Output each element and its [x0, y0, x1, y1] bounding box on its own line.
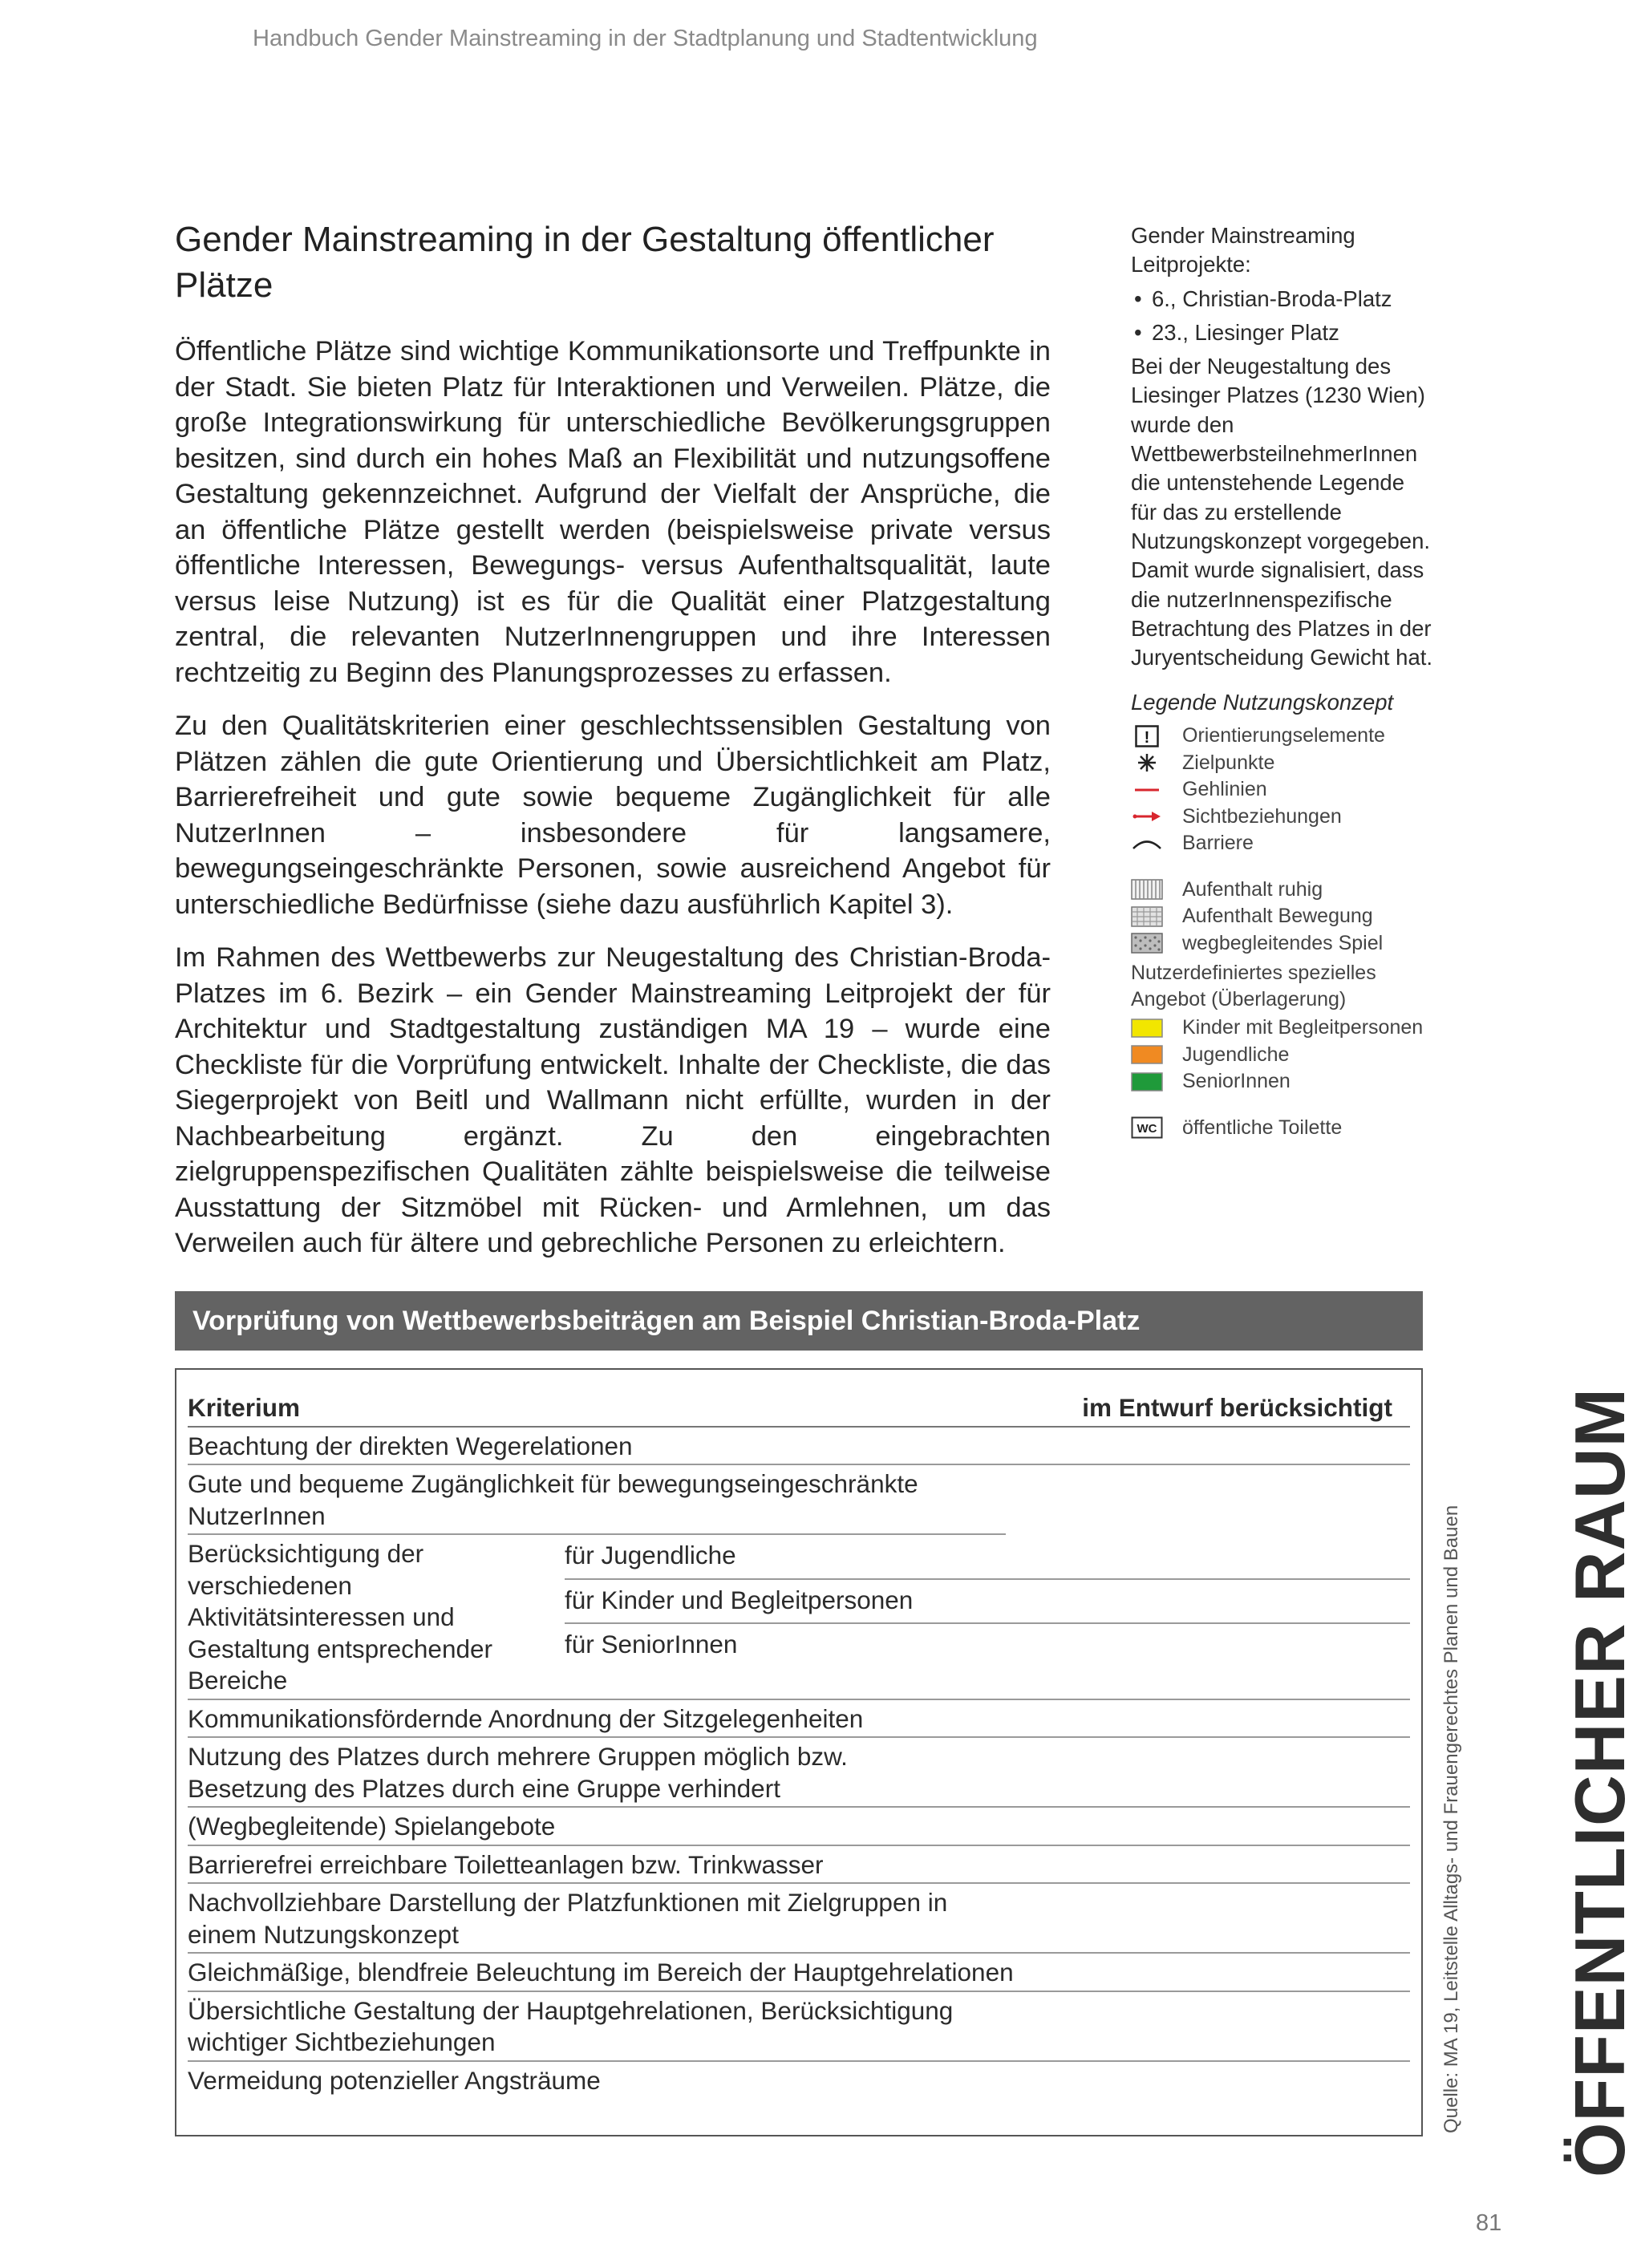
barrier-arc-icon	[1131, 832, 1163, 855]
legend-label: öffentliche Toilette	[1182, 1116, 1343, 1139]
red-arrow-icon	[1131, 805, 1163, 828]
table-row: Kommunikationsfördernde Anordnung der Sitzgelegenheiten	[188, 1700, 1410, 1739]
red-line-icon	[1131, 779, 1163, 801]
column-criterion: Kriterium	[188, 1393, 301, 1422]
vertical-hatch-icon	[1131, 878, 1163, 901]
exclamation-box-icon	[1131, 725, 1163, 747]
project-item-1: • 6., Christian-Broda-Platz	[1131, 285, 1436, 314]
overlay-heading: Nutzerdefiniertes spezielles Angebot (Überlagerung)	[1131, 961, 1376, 1010]
legend-item-toilet	[1131, 1114, 1436, 1141]
table-row: Beachtung der direkten Wegerelationen	[188, 1428, 1410, 1466]
column-considered: im Entwurf berücksichtigt	[1082, 1393, 1392, 1422]
legend-label: Orientierungselemente	[1182, 724, 1385, 747]
sidebar-heading: Gender Mainstreaming Leitprojekte:	[1131, 223, 1355, 277]
table-row: (Wegbegleitende) Spielangebote	[188, 1808, 1410, 1846]
legend-label: Barriere	[1182, 832, 1254, 855]
legend-item-orientation	[1131, 723, 1436, 750]
source-note: Quelle: MA 19, Leitstelle Alltags- und Frauengerechtes Planen und Bauen	[1440, 1505, 1462, 2133]
section-tab-title: ÖFFENTLICHER RAUM	[1560, 1387, 1639, 2177]
table-row: Barrierefrei erreichbare Toiletteanlagen bzw. Trinkwasser	[188, 1846, 1410, 1885]
legend-item-youth	[1131, 1041, 1436, 1068]
orange-swatch-icon	[1131, 1043, 1163, 1066]
legend-label: Gehlinien	[1182, 778, 1267, 801]
exclamation-glyph: !	[1144, 728, 1150, 747]
legend-item-barrier	[1131, 830, 1436, 857]
table-row: Gute und bequeme Zugänglichkeit für bewegungseingeschränkte NutzerInnen	[188, 1465, 1006, 1535]
table-row: Nachvollziehbare Darstellung der Platzfunktionen mit Zielgruppen in einem Nutzungskonzept	[188, 1884, 1410, 1954]
legend-label: Aufenthalt Bewegung	[1182, 905, 1373, 928]
legend-label: wegbegleitendes Spiel	[1182, 931, 1384, 954]
table-row-activity-interests	[188, 1535, 1410, 1700]
subrow-seniors: für SeniorInnen	[565, 1630, 738, 1658]
legend-label: Zielpunkte	[1182, 751, 1275, 774]
criteria-table	[175, 1368, 1423, 2136]
table-row: Vermeidung potenzieller Angsträume	[188, 2065, 601, 2095]
legend-title: Legende Nutzungskonzept	[1131, 690, 1394, 715]
legend-label: Sichtbeziehungen	[1182, 804, 1342, 828]
project-item-2: • 23., Liesinger Platz	[1131, 318, 1436, 347]
legend-item-play	[1131, 929, 1436, 957]
main-column	[175, 217, 1051, 1279]
table-title-bar: Vorprüfung von Wettbewerbsbeiträgen am Beispiel Christian-Broda-Platz	[175, 1291, 1423, 1351]
legend-item-seniors	[1131, 1068, 1436, 1096]
paragraph-1: Öffentliche Plätze sind wichtige Kommunikationsorte und Treffpunkte in der Stadt. Sie bieten Platz für Interaktionen und Verweilen. Plätze, die große Integrationswirkung für unterschiedliche Bevölkerungsgruppen besitzen, sind durch ein hohes Maß an Flexibilität und nutzungsoffene Gestaltung gekennzeichnet. Aufgrund der Vielfalt der Ansprüche, die an öffentliche Plätze gestellt werden (beispielsweise private versus öffentliche Interessen, Bewegungs- versus Aufenthaltsqualität, laute versus leise Nutzung) ist es für die Qualität einer Platzgestaltung zentral, die relevanten NutzerInnengruppen und ihre Interessen rechtzeitig zu Beginn des Planungsprozesses zu erfassen.	[175, 336, 1051, 688]
legend-label: Kinder mit Begleitpersonen	[1182, 1016, 1424, 1039]
subrow-children: für Kinder und Begleitpersonen	[565, 1580, 1410, 1625]
table-row: Gleichmäßige, blendfreie Beleuchtung im Bereich der Hauptgehrelationen	[188, 1954, 1410, 1992]
yellow-swatch-icon	[1131, 1017, 1163, 1039]
paragraph-3: Im Rahmen des Wettbewerbs zur Neugestaltung des Christian-Broda-Platzes im 6. Bezirk – ein Gender Mainstreaming Leitprojekt der für Architektur und Stadtgestaltung zuständigen MA 19 – wurde eine Checkliste für die Vorprüfung entwickelt. Inhalte der Checkliste, die das Siegerprojekt von Beitl und Wallmann nicht erfüllte, wurden in der Nachbearbeitung ergänzt. Zu den eingebrachten zielgruppenspezifischen Qualitäten zählte beispielsweise die teilweise Ausstattung der Sitzmöbel mit Rücken- und Armlehnen, um das Verweilen auch für ältere und gebrechliche Personen zu erleichtern.	[175, 942, 1051, 1258]
legend-label: Jugendliche	[1182, 1043, 1290, 1066]
running-header: Handbuch Gender Mainstreaming in der Stadtplanung und Stadtentwicklung	[253, 26, 1038, 51]
asterisk-icon	[1131, 751, 1163, 774]
sidebar-text: Bei der Neugestaltung des Liesinger Platzes (1230 Wien) wurde den WettbewerbsteilnehmerInnen die untenstehende Legende für das zu erstellende Nutzungskonzept vorgegeben. Damit wurde signalisiert, dass die nutzerInnenspezifische Betrachtung des Platzes in der Juryentscheidung Gewicht hat.	[1131, 354, 1433, 670]
legend-item-movement	[1131, 903, 1436, 930]
legend-item-target	[1131, 749, 1436, 776]
activity-subrows	[565, 1535, 1410, 1699]
table-header-row	[188, 1386, 1410, 1428]
page-number: 81	[1476, 2210, 1502, 2236]
activity-interests-label: Berücksichtigung der verschiedenen Aktivitätsinteressen und Gestaltung entsprechender Bereiche	[188, 1539, 492, 1695]
table-row: Nutzung des Platzes durch mehrere Gruppen möglich bzw. Besetzung des Platzes durch eine Gruppe verhindert	[188, 1738, 1410, 1808]
sidebar	[1131, 221, 1436, 1141]
subrow-youth: für Jugendliche	[565, 1535, 1410, 1580]
wc-glyph: WC	[1137, 1122, 1157, 1136]
legend-label: Aufenthalt ruhig	[1182, 877, 1323, 901]
green-swatch-icon	[1131, 1071, 1163, 1093]
legend-item-kids	[1131, 1015, 1436, 1042]
legend-label: SeniorInnen	[1182, 1070, 1291, 1093]
dot-pattern-icon	[1131, 932, 1163, 954]
table-row: Übersichtliche Gestaltung der Hauptgehrelationen, Berücksichtigung wichtiger Sichtbeziehungen	[188, 1992, 1410, 2062]
wc-icon	[1131, 1116, 1163, 1139]
legend-item-walklines	[1131, 776, 1436, 804]
legend-item-sightlines	[1131, 803, 1436, 830]
cross-hatch-icon	[1131, 905, 1163, 928]
section-heading: Gender Mainstreaming in der Gestaltung öffentlicher Plätze	[175, 220, 995, 305]
legend-item-quiet	[1131, 876, 1436, 903]
paragraph-2: Zu den Qualitätskriterien einer geschlechtssensiblen Gestaltung von Plätzen zählen die gute Orientierung und Übersichtlichkeit am Platz, Barrierefreiheit und gute sowie bequeme Zugänglichkeit für alle NutzerInnen – insbesondere für langsamere, bewegungseingeschränkte Personen, sowie ausreichend Angebot für unterschiedliche Bedürfnisse (siehe dazu ausführlich Kapitel 3).	[175, 711, 1051, 920]
